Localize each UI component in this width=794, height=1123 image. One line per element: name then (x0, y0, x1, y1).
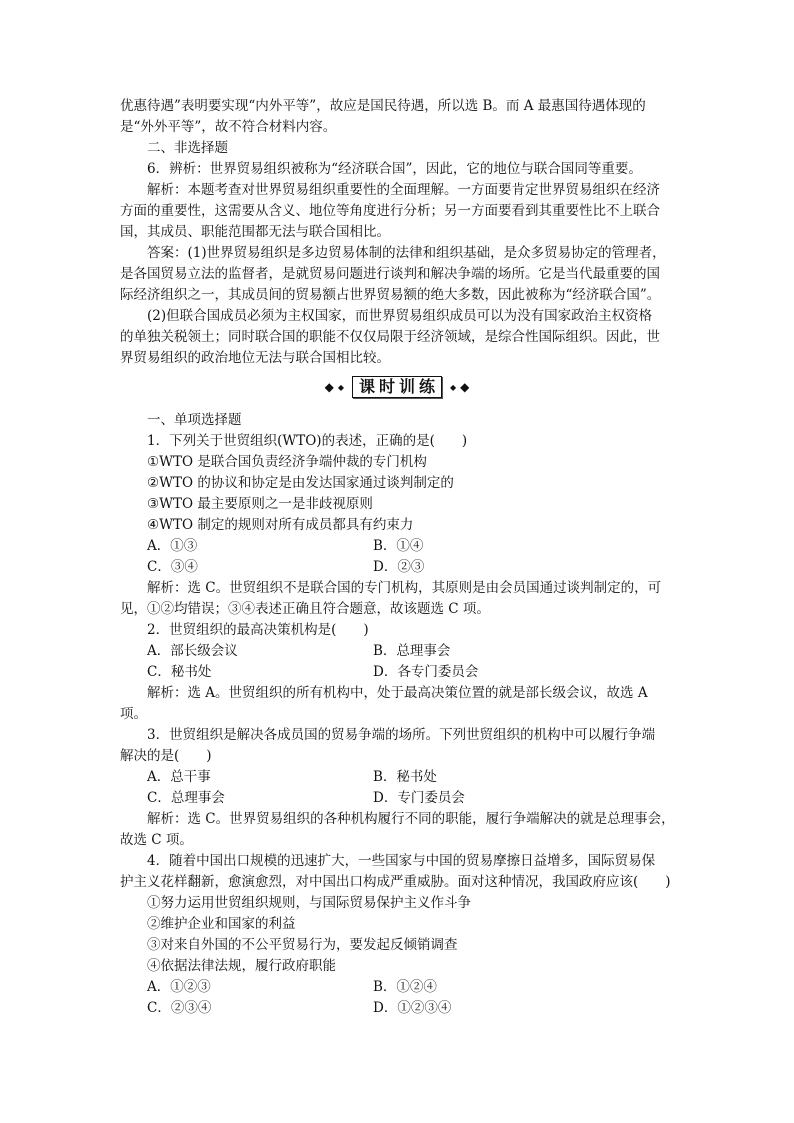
option-a: A．总干事 (147, 769, 211, 785)
statement-item: ①努力运用世贸组织规则，与国际贸易保护主义作斗争 (147, 895, 471, 911)
statement-item: ①WTO 是联合国负责经济争端仲裁的专门机构 (147, 454, 427, 470)
option-c: C．③④ (147, 559, 198, 575)
analysis-text: 项。 (120, 706, 147, 722)
analysis-text: 国，其成员、职能范围都无法与联合国相比。 (120, 224, 390, 240)
option-c: C．秘书处 (147, 664, 212, 680)
banner-title: 课时训练 (352, 376, 442, 398)
question-4: 护主义花样翻新，愈演愈烈，对中国出口构成严重威胁。面对这种情况，我国政府应该( ) (120, 874, 671, 890)
answer-text: 际经济组织之一，其成员间的贸易额占世界贸易额的绝大多数，因此被称为“经济联合国”。 (120, 287, 661, 303)
analysis-text: 解析：选 C。世贸组织不是联合国的专门机构，其原则是由会员国通过谈判制定的，可 (147, 580, 662, 596)
statement-item: ②WTO 的协议和协定是由发达国家通过谈判制定的 (147, 475, 454, 491)
statement-item: ③WTO 最主要原则之一是非歧视原则 (147, 496, 373, 512)
answer-text: 答案：(1)世界贸易组织是多边贸易体制的法律和组织基础，是众多贸易协定的管理者， (147, 245, 666, 261)
option-b: B．总理事会 (373, 643, 451, 659)
statement-item: ④WTO 制定的规则对所有成员都具有约束力 (147, 517, 414, 533)
question-6: 6．辨析：世界贸易组织被称为“经济联合国”，因此，它的地位与联合国同等重要。 (147, 161, 642, 177)
section-heading: 一、单项选择题 (147, 412, 242, 428)
analysis-text: 方面的重要性，这需要从含义、地位等角度进行分析；另一方面要看到其重要性比不上联合 (120, 203, 660, 219)
question-1: 1．下列关于世贸组织(WTO)的表述，正确的是( ) (147, 433, 468, 449)
diamond-icon: ◆ (460, 380, 470, 394)
analysis-text: 见，①②均错误；③④表述正确且符合题意，故该题选 C 项。 (120, 601, 490, 617)
option-c: C．②③④ (147, 1000, 212, 1016)
text-line: 优惠待遇”表明要实现“内外平等”，故应是国民待遇，所以选 B。而 A 最惠国待遇体现的 (120, 98, 646, 114)
section-banner (0, 376, 794, 398)
question-3: 3．世贸组织是解决各成员国的贸易争端的场所。下列世贸组织的机构中可以履行争端 (147, 727, 656, 743)
diamond-icon: ◆ (450, 382, 457, 392)
analysis-text: 解析：选 A。世贸组织的所有机构中，处于最高决策位置的就是部长级会议，故选 A (147, 685, 648, 701)
option-b: B．①④ (373, 538, 424, 554)
option-b: B．秘书处 (373, 769, 437, 785)
analysis-text: 解析：本题考查对世界贸易组织重要性的全面理解。一方面要肯定世界贸易组织在经济 (147, 182, 660, 198)
diamond-icon: ◆ (324, 380, 334, 394)
option-c: C．总理事会 (147, 790, 225, 806)
option-a: A．部长级会议 (147, 643, 238, 659)
option-a: A．①③ (147, 538, 198, 554)
option-d: D．①②③④ (373, 1000, 452, 1016)
option-b: B．①②④ (373, 979, 437, 995)
option-a: A．①②③ (147, 979, 211, 995)
text-line: 是“外外平等”，故不符合材料内容。 (120, 119, 337, 135)
section-heading: 二、非选择题 (147, 140, 228, 156)
question-4: 4．随着中国出口规模的迅速扩大，一些国家与中国的贸易摩擦日益增多，国际贸易保 (147, 853, 656, 869)
statement-item: ④依据法律法规，履行政府职能 (147, 958, 336, 974)
answer-text: (2)但联合国成员必须为主权国家，而世界贸易组织成员可以为没有国家政治主权资格 (147, 308, 653, 324)
diamond-icon: ◆ (337, 382, 344, 392)
question-3: 解决的是( ) (120, 748, 212, 764)
answer-text: 是各国贸易立法的监督者，是就贸易问题进行谈判和解决争端的场所。它是当代最重要的国 (120, 266, 660, 282)
statement-item: ③对来自外国的不公平贸易行为，要发起反倾销调查 (147, 937, 458, 953)
option-d: D．各专门委员会 (373, 664, 479, 680)
option-d: D．②③ (373, 559, 425, 575)
answer-text: 的单独关税领土；同时联合国的职能不仅仅局限于经济领域，是综合性国际组织。因此，世 (120, 329, 660, 345)
answer-text: 界贸易组织的政治地位无法与联合国相比较。 (120, 350, 390, 366)
option-d: D．专门委员会 (373, 790, 465, 806)
analysis-text: 故选 C 项。 (120, 832, 193, 848)
question-2: 2．世贸组织的最高决策机构是( ) (147, 622, 369, 638)
analysis-text: 解析：选 C。世界贸易组织的各种机构履行不同的职能，履行争端解决的就是总理事会， (147, 811, 675, 827)
statement-item: ②维护企业和国家的利益 (147, 916, 296, 932)
